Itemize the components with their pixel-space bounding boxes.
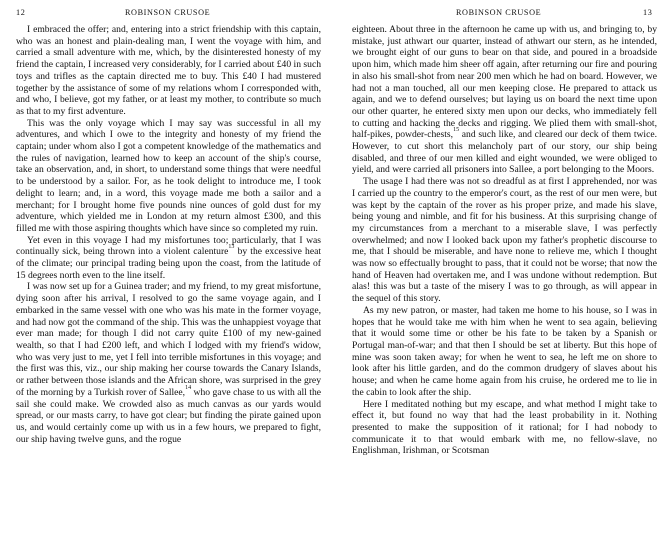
paragraph bbox=[16, 281, 321, 445]
paragraph: This was the only voyage which I may say was successful in all my adventures, and which I owe to the integrity and honesty of my friend the captain; under whom also I got a competent knowledge of the mathematics and the rules of navigation, learned how to keep an account of the ship's course, take an observation, and, in short, to understand some things that were needful to be understood by a sailor. For, as he took delight to introduce me, I took delight to learn; and, in a word, this voyage made me both a sailor and a merchant; for I brought home five pounds nine ounces of gold dust for my adventure, which yielded me in London at my return almost £300, and this filled me with those aspiring thoughts which have since so completed my ruin. bbox=[16, 117, 321, 234]
paragraph-text: and such like, and cleared our deck of them twice. However, to cut short this melancholy part of our story, our ship being disabled, and three of our men killed and eight wounded, we were obliged to yield, and were carried all prisoners into Sallee, a port belonging to the Moors. bbox=[352, 129, 657, 176]
paragraph-text: who gave chase to us with all the sail she could make. We crowded also as much canvas as our yards would spread, or our masts carry, to have got clear; but finding the pirate gained upon us, and would certainly come up with us in a few hours, we prepared to fight, our ship having twelve guns, and the rogue bbox=[16, 386, 321, 445]
footnote-marker[interactable]: 14 bbox=[185, 384, 192, 391]
page-number-left: 12 bbox=[16, 8, 26, 17]
running-head-right: ROBINSON CRUSOE bbox=[456, 8, 542, 17]
running-head-left: ROBINSON CRUSOE bbox=[125, 8, 211, 17]
paragraph-text: eighteen. About three in the afternoon he came up with us, and bringing to, by mistake, just athwart our quarter, instead of athwart our stern, as he intended, we brought eight of our guns to bear on that side, and poured in a broadside upon him, which made him sheer off again, after returning our fire and pouring in also his small-shot from near 200 men which he had on board. However, we had not a man touched, all our men keeping close. He prepared to attack us again, and we to defend ourselves; but laying us on board the next time upon our other quarter, he entered sixty men upon our decks, who immediately fell to cutting and hacking the decks and rigging. We plied them with small-shot, half-pikes, powder-chests, bbox=[352, 24, 657, 141]
paragraph-text: Yet even in this voyage I had my misfortunes too; particularly, that I was continually sick, being thrown into a violent calenture bbox=[16, 234, 321, 258]
left-page-text bbox=[16, 24, 321, 445]
right-page-text bbox=[352, 24, 657, 457]
footnote-marker[interactable]: 15 bbox=[453, 127, 460, 134]
paragraph: I embraced the offer; and, entering into a strict friendship with this captain, who was an honest and plain-dealing man, I went the voyage with him, and carried a small adventure with me, which, by the disinterested honesty of my friend the captain, I increased very considerably, for I carried about £40 in such toys and trifles as the captain directed me to buy. This £40 I had mustered together by the assistance of some of my relations whom I corresponded with, and who, I believe, got my father, or at least my mother, to contribute so much as that to my first adventure. bbox=[16, 24, 321, 117]
paragraph bbox=[16, 235, 321, 282]
paragraph: As my new patron, or master, had taken me home to his house, so I was in hopes that he would take me with him when he went to sea again, believing that it would some time or other be his fate to be taken by a Spanish or Portugal man-of-war; and that then I should be set at liberty. But this hope of mine was soon taken away; for when he went to sea, he left me on shore to look after his little garden, and do the common drudgery of slaves about his house; and when he came home again from his cruise, he ordered me to lie in the cabin to look after the ship. bbox=[352, 304, 657, 398]
footnote-marker[interactable]: 13 bbox=[228, 244, 235, 251]
paragraph-text: by the excessive heat of the climate; our principal trading being upon the coast, from the latitude of 15 degrees north even to the line itself. bbox=[16, 246, 322, 281]
paragraph: Here I meditated nothing but my escape, and what method I might take to effect it, but found no way that had the least probability in it. Nothing presented to make the supposition of it rational; for I had nobody to communicate it to that would embark with me, no fellow-slave, no Englishman, Irishman, or Scotsman bbox=[352, 398, 657, 457]
paragraph-text: I was now set up for a Guinea trader; and my friend, to my great misfortune, dying soon after his arrival, I resolved to go the same voyage again, and I embarked in the same vessel with one who was his mate in the former voyage, and had now got the command of the ship. This was the unhappiest voyage that ever man made; for though I did not carry quite £100 of my new-gained wealth, so that I had £200 left, and which I lodged with my friend's widow, who was very just to me, yet I fell into terrible misfortunes in this voyage; and the first was this, viz., our ship making her course towards the Canary Islands, or rather between those islands and the African shore, was surprised in the grey of the morning by a Turkish rover of Sallee, bbox=[16, 281, 321, 398]
paragraph bbox=[352, 24, 657, 176]
page-number-right: 13 bbox=[643, 8, 653, 17]
right-page bbox=[335, 0, 670, 540]
paragraph: The usage I had there was not so dreadful as at first I apprehended, nor was I carried up the country to the emperor's court, as the rest of our men were, but was kept by the captain of the rover as his proper prize, and made his slave, being young and nimble, and fit for his business. At this surprising change of my circumstances from a merchant to a miserable slave, I was perfectly overwhelmed; and now I looked back upon my father's prophetic discourse to me, that I should be miserable, and have none to relieve me, which I thought was now so effectually brought to pass, that it could not be worse; that now the hand of Heaven had overtaken me, and I was undone without redemption. But alas! this was but a taste of the misery I was to go through, as will appear in the sequel of this story. bbox=[352, 176, 657, 305]
